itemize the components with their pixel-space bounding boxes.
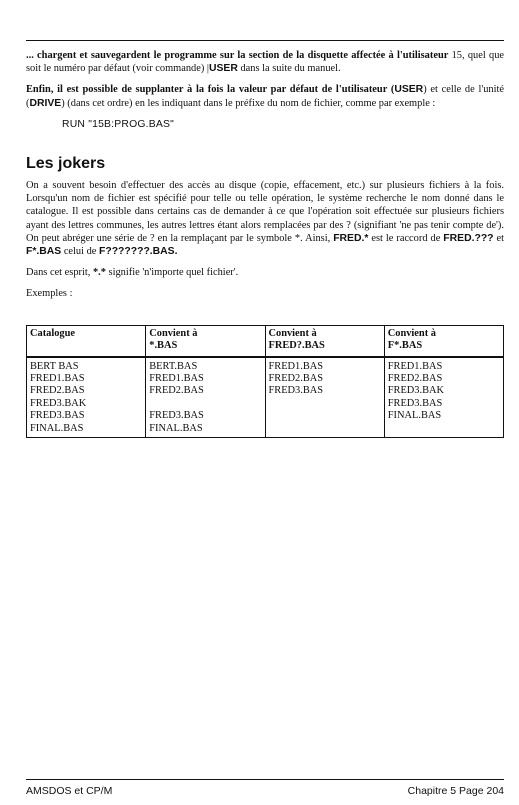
footer-title: AMSDOS et CP/M	[26, 785, 113, 797]
table-row	[27, 357, 504, 438]
table-cell: FRED2.BAS	[268, 373, 324, 385]
paragraph-wildcards	[26, 179, 504, 258]
paragraph-any-file	[26, 266, 504, 279]
table-cell: BERT.BAS	[149, 360, 198, 372]
examples-table	[26, 325, 504, 438]
column-all-bas	[146, 357, 265, 438]
table-cell: FRED1.BAS	[30, 373, 85, 385]
header-f-star-bas	[384, 325, 503, 357]
user-keyword: USER	[209, 63, 238, 75]
table-cell: FRED2.BAS	[30, 385, 85, 397]
fred-star: FRED.*	[333, 232, 369, 244]
table-cell: FRED3.BAS	[30, 410, 85, 422]
column-f-star-bas	[384, 357, 503, 438]
table-cell: FRED3.BAS	[149, 410, 204, 422]
header-line: F*.BAS	[387, 339, 423, 351]
header-line: FRED?.BAS	[268, 339, 325, 351]
star-star: *.*	[92, 267, 106, 279]
intro-lead: ... chargent et sauvegardent le programme sur la section de la disquette affectée à l'utilisateur	[26, 50, 449, 61]
override-text-c: ) (dans cet ordre) en les indiquant dans le préfixe du nom de fichier, comme par exemple :	[61, 97, 436, 109]
table-cell: FRED3.BAS	[387, 397, 443, 409]
column-catalogue	[27, 357, 146, 438]
table-cell: FRED3.BAK	[30, 397, 87, 409]
column-fred-q-bas	[265, 357, 384, 438]
table-cell: FRED3.BAK	[387, 385, 445, 397]
intro-text-b: dans la suite du manuel.	[237, 63, 341, 75]
drive-keyword: DRIVE	[29, 97, 62, 109]
table-cell: FRED1.BAS	[149, 373, 204, 385]
header-all-bas	[146, 325, 265, 357]
header-line: Convient à	[387, 327, 436, 339]
table-cell: FINAL.BAS	[149, 422, 203, 434]
wildcards-text-d: celui de	[61, 246, 100, 258]
table-cell: FRED1.BAS	[268, 360, 324, 372]
table-cell: FRED3.BAS	[268, 385, 324, 397]
table-cell: FRED2.BAS	[387, 373, 443, 385]
header-line: Convient à	[149, 327, 198, 339]
bottom-rule	[26, 779, 504, 780]
wildcards-text-b: est le raccord de	[368, 232, 444, 244]
table-cell: FINAL.BAS	[30, 422, 84, 434]
f-star-bas: F*.BAS	[26, 246, 62, 258]
table-header-row	[27, 325, 504, 357]
top-rule	[26, 40, 504, 41]
f-question-bas: F???????.BAS.	[99, 246, 178, 258]
header-line: Convient à	[268, 327, 317, 339]
header-line	[30, 340, 142, 352]
header-catalogue	[27, 325, 146, 357]
page-body	[26, 49, 504, 438]
table-cell	[149, 398, 261, 410]
table-cell: FRED1.BAS	[387, 360, 443, 372]
paragraph-override	[26, 83, 504, 109]
override-text-b: ) et celle de l'unité (	[26, 84, 504, 109]
override-text-a: Enfin, il est possible de supplanter à la fois la valeur par défaut de l'utilisateur (	[26, 84, 395, 96]
section-heading: Les jokers	[26, 155, 106, 173]
fred-question: FRED.???	[443, 232, 494, 244]
wildcards-text-a: On a souvent besoin d'effectuer des accès au disque (copie, effacement, etc.) sur plusieurs fichiers à la fois. Lorsqu'un nom de fichier est spécifié pour telle ou telle opération, le système recherche le nom donné dans le catalogue. Il est possible dans certains cas de demander à ce que l'opération soit effectuée sur plusieurs fichiers ayant des lettres communes, les autres lettres étant alors remplacées par des ? (signifiant 'ne pas tenir compte de'). On peut abréger une série de ? en la remplaçant par le symbole *. Ainsi,	[26, 180, 504, 244]
intro-text-a: 15, quel que soit le numéro par défaut (voir commande) |	[26, 50, 504, 75]
wildcards-text-c: et	[493, 232, 504, 244]
any-file-text-b: signifie 'n'importe quel fichier'.	[105, 267, 239, 279]
any-file-text-a: Dans cet esprit,	[26, 267, 93, 279]
table-cell: FINAL.BAS	[387, 410, 442, 422]
header-line: *.BAS	[149, 339, 178, 351]
header-line: Catalogue	[30, 327, 76, 339]
command-example: RUN "15B:PROG.BAS"	[62, 118, 175, 130]
header-fred-q-bas	[265, 325, 384, 357]
table-cell: FRED2.BAS	[149, 385, 204, 397]
paragraph-intro	[26, 49, 504, 75]
override-user-keyword: USER	[394, 84, 424, 96]
table-cell: BERT BAS	[30, 360, 79, 372]
footer-page-number: Chapitre 5 Page 204	[407, 785, 504, 797]
paragraph-examples: Exemples :	[26, 288, 73, 300]
